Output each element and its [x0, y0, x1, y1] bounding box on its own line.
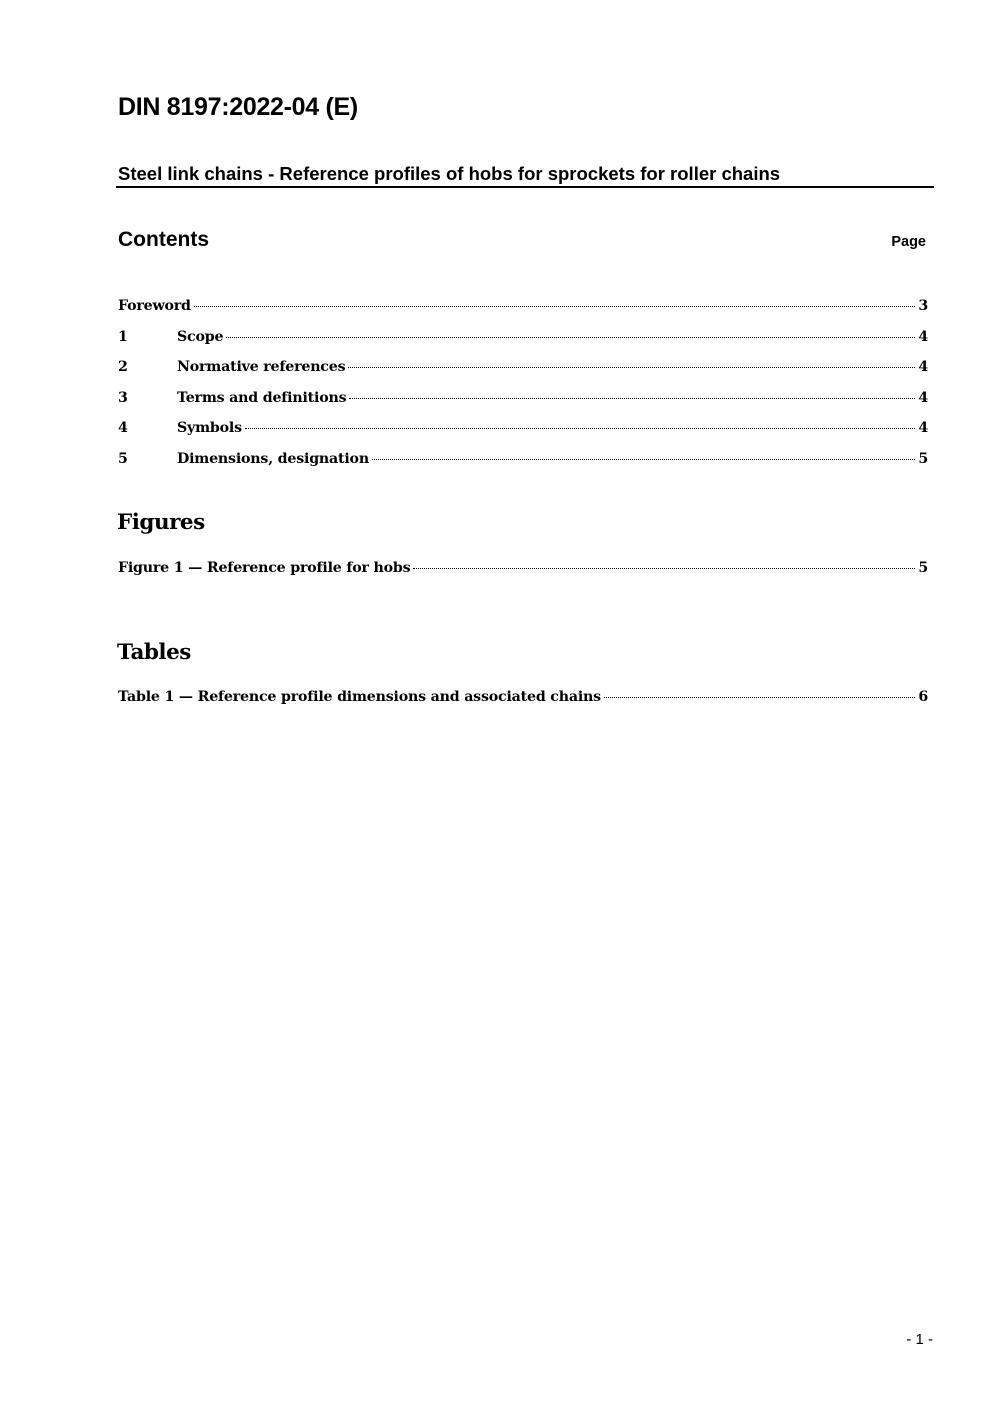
toc-entry-label: Dimensions, designation [177, 451, 369, 467]
page-column-label: Page [891, 234, 926, 250]
toc-dot-leader [604, 697, 915, 698]
toc-entry-page: 4 [918, 420, 928, 436]
toc-entry-page: 5 [918, 560, 928, 576]
toc-entry-number: 2 [118, 359, 128, 375]
toc-dot-leader [245, 428, 915, 429]
toc-entry-page: 4 [918, 359, 928, 375]
figures-heading: Figures [117, 510, 205, 535]
toc-entry-page: 6 [918, 689, 928, 705]
toc-dot-leader [349, 398, 915, 399]
toc-entry-page: 5 [918, 451, 928, 467]
toc-entry-number: 3 [118, 390, 128, 406]
page-number: - 1 - [906, 1331, 933, 1348]
toc-entry-label: Foreword [118, 298, 191, 314]
toc-entry-normative-references[interactable] [118, 359, 928, 379]
toc-dot-leader [413, 568, 915, 569]
toc-entry-label: Scope [177, 329, 224, 345]
tables-heading: Tables [117, 640, 191, 665]
toc-entry-figure-1[interactable] [118, 560, 928, 580]
document-id: DIN 8197:2022-04 (E) [118, 93, 358, 121]
toc-entry-table-1[interactable] [118, 689, 928, 709]
toc-dot-leader [372, 459, 915, 460]
toc-entry-number: 1 [118, 329, 128, 345]
toc-entry-terms-and-definitions[interactable] [118, 390, 928, 410]
toc-entry-page: 4 [918, 329, 928, 345]
toc-entry-page: 4 [918, 390, 928, 406]
toc-entry-symbols[interactable] [118, 420, 928, 440]
toc-entry-label: Terms and definitions [177, 390, 347, 406]
toc-entry-label: Figure 1 — Reference profile for hobs [118, 560, 411, 576]
toc-entry-dimensions-designation[interactable] [118, 451, 928, 471]
toc-dot-leader [226, 337, 915, 338]
toc-dot-leader [348, 367, 915, 368]
toc-entry-foreword[interactable] [118, 298, 928, 318]
toc-entry-number: 5 [118, 451, 128, 467]
document-title: Steel link chains - Reference profiles of hobs for sprockets for roller chains [118, 163, 781, 184]
toc-entry-number: 4 [118, 420, 128, 436]
toc-entry-label: Normative references [177, 359, 346, 375]
contents-heading: Contents [118, 228, 209, 251]
toc-dot-leader [194, 306, 916, 307]
toc-entry-label: Symbols [177, 420, 242, 436]
toc-entry-page: 3 [918, 298, 928, 314]
toc-entry-scope[interactable] [118, 329, 928, 349]
title-underline [116, 186, 934, 188]
toc-entry-label: Table 1 — Reference profile dimensions and associated chains [118, 689, 601, 705]
